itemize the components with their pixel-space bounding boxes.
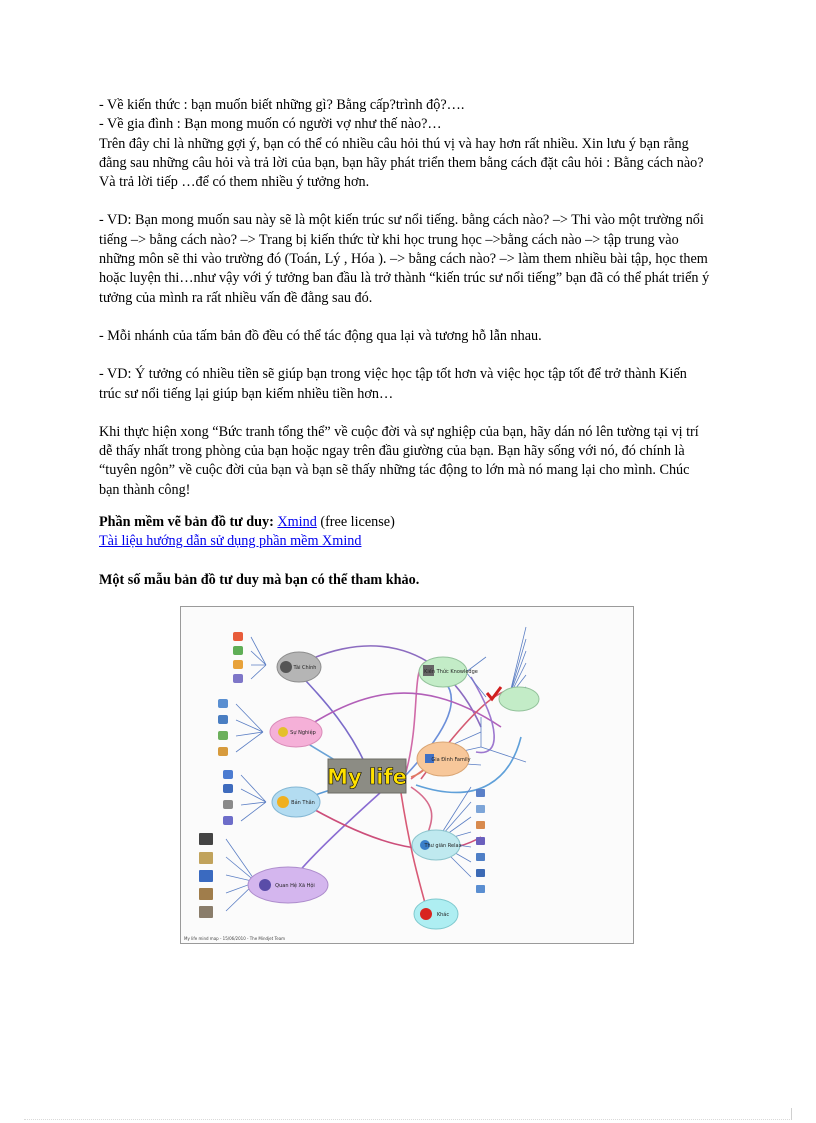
page-bottom-rule [24,1119,792,1120]
node-ky-nang [499,687,539,711]
node-quan-he [248,867,328,903]
spacer [99,346,711,365]
node-su-nghiep [270,717,322,747]
node-ban-than [272,787,320,817]
node-tai-chinh [277,652,321,682]
page-corner-mark [791,1108,792,1120]
license-text: (free license) [320,514,395,531]
node-kien-thuc [419,657,478,687]
node-thu-gian [412,830,462,860]
paragraph-suggestions: Trên đây chỉ là những gợi ý, bạn có thể có nhiều câu hỏi thú vị và hay hơn rất nhiều. Xin lưu ý bạn rằng đằng sau những câu hỏi và trả lời của bạn, bạn hãy phát triển them bằng cách đặt câu hỏi : Bằng cách nào? Và trả lời tiếp …để có them nhiều ý tưởng hơn. [99,135,704,191]
software-label: Phần mềm vẽ bản đồ tư duy: [99,514,274,531]
mindmap-image [180,606,634,944]
node-tai-chinh-label: Tài Chính [293,665,317,671]
node-quan-he-label: Quan Hệ Xã Hội [275,883,315,889]
node-gia-dinh-label: Gia Đình Family [431,757,471,763]
paragraph-example-architect: - VD: Bạn mong muốn sau này sẽ là một kiến trúc sư nổi tiếng. bằng cách nào? –> Thi vào một trường nổi tiếng –> bằng cách nào? –> Trang bị kiến thức từ khi học trung học –>bằng cách nào –> tập trung vào những môn sẽ thi vào trường đó (Toán, Lý , Hóa ). –> bằng cách nào? –> làm them nhiều bài tập, học them hoặc luyện thi…như vậy với ý tưởng ban đầu là trở thành “kiến trúc sư nổi tiếng” bạn đã có thể phát triển ý tưởng của mình ra rất nhiều vấn đề đằng sau đó. [99,212,710,306]
mindmap-caption: My life mind map - 15/06/2010 - The Mindjet Team [184,936,286,941]
node-ban-than-label: Bản Thân [291,800,315,806]
xmind-guide-link[interactable]: Tài liệu hướng dẫn sử dụng phần mềm Xmind [99,533,362,550]
paragraph-family: - Về gia đình : Bạn mong muốn có người vợ như thế nào?… [99,116,442,133]
paragraph-example-money: - VD: Ý tưởng có nhiều tiền sẽ giúp bạn trong việc học tập tốt hơn và việc học tập tốt để trở thành Kiến trúc sư nổi tiếng lại giúp bạn kiếm nhiều tiền hơn… [99,366,687,402]
spacer [99,192,711,211]
paragraph-branches: - Mỗi nhánh của tấm bản đồ đều có thể tác động qua lại và tương hỗ lẫn nhau. [99,327,542,344]
node-khac-label: Khác [436,912,450,918]
central-node [327,759,407,793]
mindmap-svg [181,607,633,943]
spacer [99,404,711,423]
article-body [99,96,711,590]
software-line [99,513,711,532]
paragraph-knowledge: - Về kiến thức : bạn muốn biết những gì? Bằng cấp?trình độ?…. [99,97,465,113]
guide-line [99,532,711,551]
node-khac [414,899,458,929]
paragraph-conclusion: Khi thực hiện xong “Bức tranh tổng thể” về cuộc đời và sự nghiệp của bạn, hãy dán nó lên tường tại vị trí dễ thấy nhất trong phòng của bạn hoặc ngay trên đầu giường của bạn. Bạn hãy sống với nó, đó chính là “tuyên ngôn” về cuộc đời của bạn và bạn sẽ thấy những tác động to lớn mà nó mang lại cho mình. Chúc bạn thành công! [99,423,699,498]
node-kien-thuc-label: Kiến Thức Knowledge [424,669,478,675]
central-node-label: My life [327,765,407,789]
node-su-nghiep-label: Sự Nghiệp [290,730,316,736]
xmind-link[interactable]: Xmind [277,514,317,531]
node-thu-gian-label: Thư giãn Relax [424,843,462,849]
samples-heading: Một số mẫu bản đồ tư duy mà bạn có thể tham khảo. [99,571,420,588]
spacer [99,308,711,327]
node-gia-dinh [417,742,471,776]
